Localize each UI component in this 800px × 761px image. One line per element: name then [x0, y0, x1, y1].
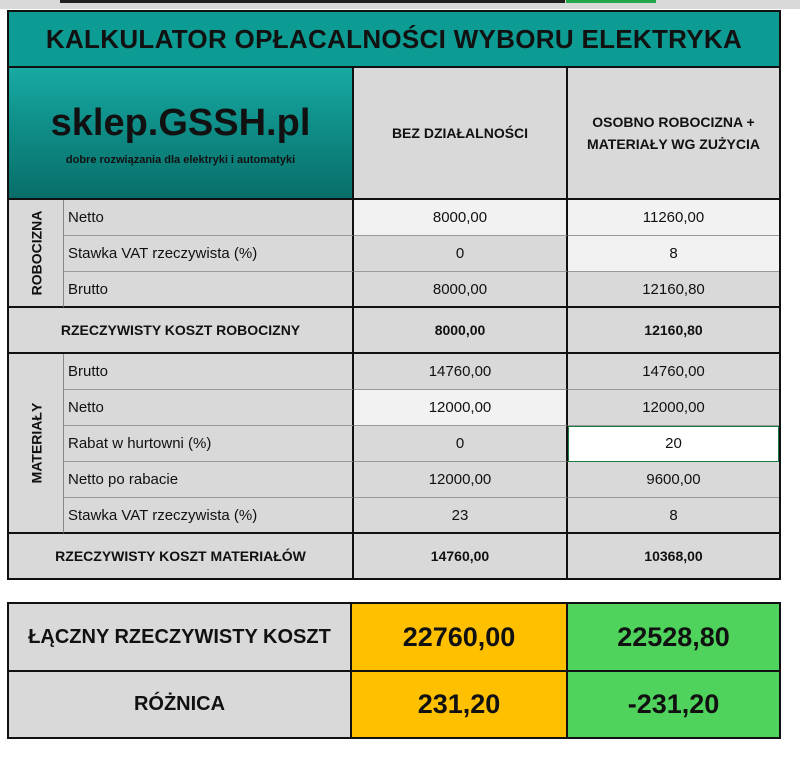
labor-brutto-value-2[interactable]: 12160,80 — [568, 272, 779, 308]
total-cost-label: ŁĄCZNY RZECZYWISTY KOSZT — [9, 604, 352, 672]
materials-vat-value-2[interactable]: 8 — [568, 498, 779, 534]
materials-brutto-value-1[interactable]: 14760,00 — [354, 354, 568, 390]
total-cost-value-2[interactable]: 22528,80 — [568, 604, 779, 672]
column-header-line: OSOBNO ROBOCIZNA + — [592, 114, 755, 130]
materials-row-label: Netto po rabacie — [64, 462, 354, 498]
brand-tagline: dobre rozwiązania dla elektryki i automatyki — [65, 154, 296, 166]
materials-summary-value-2[interactable]: 10368,00 — [644, 548, 703, 564]
difference-label: RÓŻNICA — [9, 672, 352, 737]
materials-row-label: Netto — [64, 390, 354, 426]
materials-brutto-value-2[interactable]: 14760,00 — [568, 354, 779, 390]
labor-summary-label: RZECZYWISTY KOSZT ROBOCIZNY — [9, 308, 354, 354]
brand-name: sklep.GSSH.pl — [50, 102, 311, 144]
labor-summary-value-2[interactable]: 12160,80 — [568, 308, 779, 354]
materials-row-label: Brutto — [64, 354, 354, 390]
materials-netto-value-1[interactable]: 12000,00 — [354, 390, 568, 426]
difference-value-2[interactable]: -231,20 — [568, 672, 779, 737]
materials-row-label: Stawka VAT rzeczywista (%) — [64, 498, 354, 534]
column-header-label: BEZ DZIAŁALNOŚCI — [391, 125, 529, 141]
brand-logo — [9, 68, 354, 200]
labor-vat-value-1[interactable]: 0 — [354, 236, 568, 272]
active-column-indicator — [566, 0, 656, 3]
labor-group-label: ROBOCIZNA — [28, 210, 44, 296]
materials-summary-label: RZECZYWISTY KOSZT MATERIAŁÓW — [9, 534, 354, 578]
page-title: KALKULATOR OPŁACALNOŚCI WYBORU ELEKTRYKA — [9, 12, 779, 68]
column-header-line: MATERIAŁY WG ZUŻYCIA — [587, 136, 760, 152]
labor-row-label: Stawka VAT rzeczywista (%) — [64, 236, 354, 272]
column-header-no-business — [354, 68, 568, 200]
materials-row-label: Rabat w hurtowni (%) — [64, 426, 354, 462]
labor-group-header — [9, 200, 64, 308]
materials-netto-discounted-value-1[interactable]: 12000,00 — [354, 462, 568, 498]
column-header-border — [60, 0, 565, 3]
materials-vat-value-1[interactable]: 23 — [354, 498, 568, 534]
labor-brutto-value-1[interactable]: 8000,00 — [354, 272, 568, 308]
labor-netto-value-1[interactable]: 8000,00 — [354, 200, 568, 236]
totals-table — [7, 602, 781, 739]
total-cost-value-1[interactable]: 22760,00 — [352, 604, 568, 672]
labor-summary-value-1[interactable]: 8000,00 — [354, 308, 568, 354]
materials-group-header — [9, 354, 64, 534]
column-header-separate — [568, 68, 779, 200]
calculator-table — [7, 10, 781, 580]
materials-group-label: MATERIAŁY — [28, 402, 44, 484]
labor-row-label: Netto — [64, 200, 354, 236]
materials-netto-value-2[interactable]: 12000,00 — [568, 390, 779, 426]
difference-value-1[interactable]: 231,20 — [352, 672, 568, 737]
spreadsheet-top-strip — [0, 0, 800, 9]
labor-netto-value-2[interactable]: 11260,00 — [568, 200, 779, 236]
materials-discount-value-1[interactable]: 0 — [354, 426, 568, 462]
labor-row-label: Brutto — [64, 272, 354, 308]
materials-discount-value-2-selected[interactable]: 20 — [568, 426, 779, 462]
materials-summary-value-1[interactable]: 14760,00 — [354, 534, 568, 578]
labor-vat-value-2[interactable]: 8 — [568, 236, 779, 272]
materials-netto-discounted-value-2[interactable]: 9600,00 — [568, 462, 779, 498]
